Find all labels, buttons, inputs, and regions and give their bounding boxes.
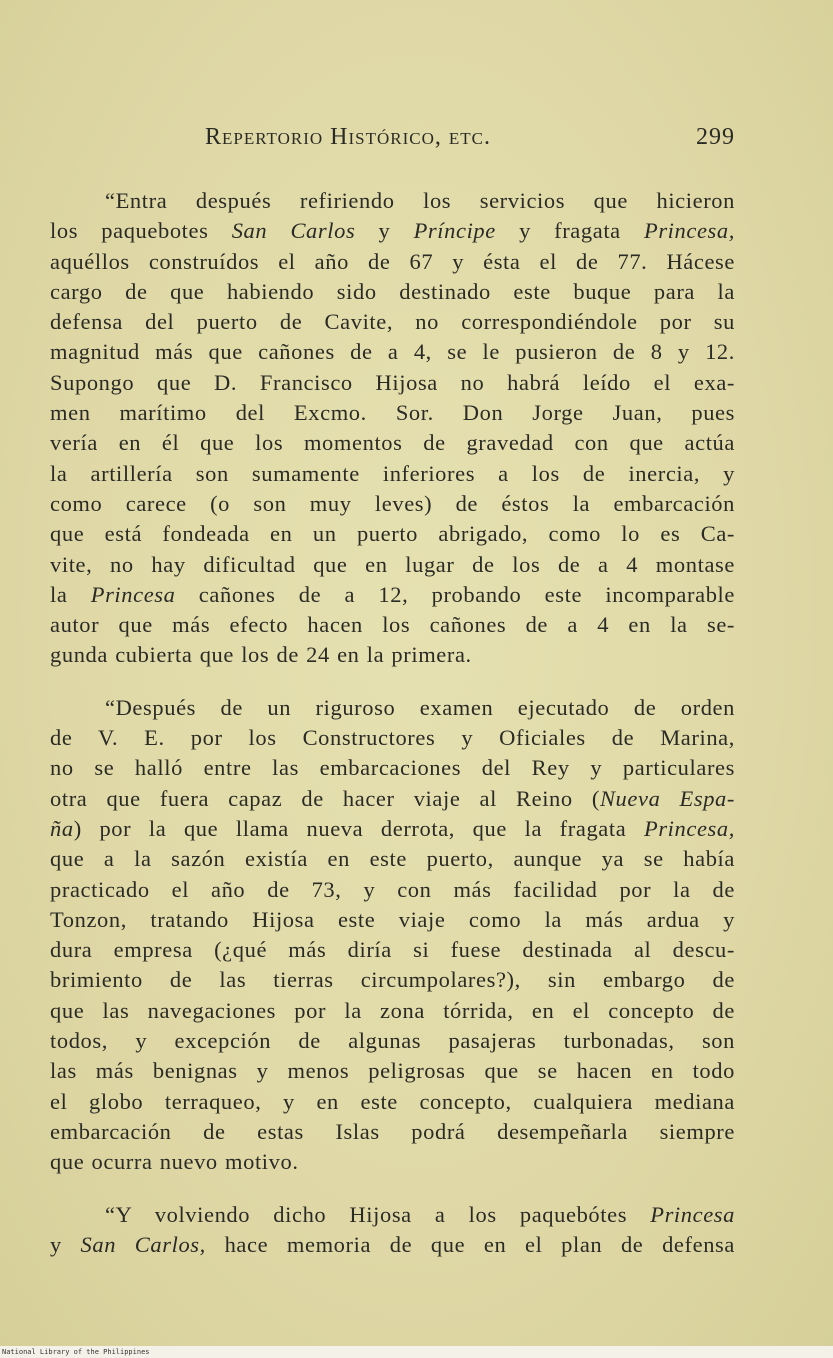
text-line <box>50 693 735 723</box>
text-run: ) por la que llama nueva derrota, que la fragata <box>73 815 644 841</box>
text-run: todos, y excepción de algunas pasajeras turbonadas, son <box>50 1028 735 1054</box>
running-header <box>205 124 735 160</box>
text-run: defensa del puerto de Cavite, no correspondiéndole por su <box>50 309 735 335</box>
text-line <box>50 784 735 814</box>
text-run: vería en él que los momentos de gravedad con que actúa <box>50 430 735 456</box>
text-run: gunda cubierta que los de 24 en la primera. <box>50 642 472 668</box>
italic-run: Princesa <box>650 1201 735 1227</box>
text-line <box>50 186 735 216</box>
text-run: la artillería son sumamente inferiores a los de inercia, y <box>50 460 735 486</box>
text-line <box>50 368 735 398</box>
italic-run: San Carlos <box>231 218 356 244</box>
text-run: y <box>355 218 414 244</box>
text-line <box>50 1026 735 1056</box>
text-line <box>50 247 735 277</box>
text-line <box>50 459 735 489</box>
text-run: que está fondeada en un puerto abrigado, como lo es Ca- <box>50 521 735 547</box>
text-line <box>50 1056 735 1086</box>
text-line <box>50 307 735 337</box>
text-line <box>50 610 735 640</box>
text-line <box>50 996 735 1026</box>
text-run: “Entra después refiriendo los servicios que hicieron <box>105 188 735 213</box>
text-run: hace memoria de que en el plan de defensa <box>205 1231 735 1257</box>
text-line <box>50 519 735 549</box>
running-title: Repertorio Histórico, etc. <box>205 124 492 150</box>
paragraph <box>50 186 735 671</box>
text-line <box>50 1087 735 1117</box>
italic-run: Princesa, <box>643 815 735 841</box>
text-line <box>50 580 735 610</box>
page-number: 299 <box>696 124 735 150</box>
text-run: como carece (o son muy leves) de éstos la embarcación <box>50 490 735 516</box>
text-run: cargo de que habiendo sido destinado este buque para la <box>50 278 735 304</box>
text-line <box>50 489 735 519</box>
italic-run: ña <box>50 815 74 841</box>
text-line <box>50 1147 735 1177</box>
text-run: autor que más efecto hacen los cañones de a 4 en la se- <box>50 612 735 638</box>
text-line <box>50 1200 735 1230</box>
italic-run: Princesa <box>90 581 176 607</box>
text-run: “Después de un riguroso examen ejecutado de orden <box>105 694 735 720</box>
text-run: los paquebotes <box>50 218 232 244</box>
text-run: el globo terraqueo, y en este concepto, cualquiera mediana <box>50 1088 735 1114</box>
text-line <box>50 428 735 458</box>
text-line <box>50 398 735 428</box>
text-run: las más benignas y menos peligrosas que se hacen en todo <box>50 1058 735 1084</box>
text-line <box>50 216 735 246</box>
text-run: vite, no hay dificultad que en lugar de los de a 4 montase <box>50 551 735 577</box>
text-line <box>50 935 735 965</box>
italic-run: Nueva Espa- <box>599 785 735 811</box>
italic-run: Príncipe <box>413 218 496 244</box>
text-line <box>50 337 735 367</box>
body-text <box>50 186 735 1260</box>
text-run: dura empresa (¿qué más diría si fuese destinada al descu- <box>50 937 735 963</box>
text-run: que las navegaciones por la zona tórrida, en el concepto de <box>50 997 735 1023</box>
text-run: que a la sazón existía en este puerto, aunque ya se había <box>50 846 735 872</box>
text-line <box>50 753 735 783</box>
text-line <box>50 723 735 753</box>
text-run: aquéllos construídos el año de 67 y ésta el de 77. Hácese <box>50 248 735 274</box>
text-line <box>50 640 735 670</box>
text-run: brimiento de las tierras circumpolares?), sin embargo de <box>50 967 735 993</box>
text-run: y fragata <box>495 218 644 244</box>
text-run: magnitud más que cañones de a 4, se le pusieron de 8 y 12. <box>50 339 735 365</box>
text-run: que ocurra nuevo motivo. <box>50 1149 299 1175</box>
italic-run: Princesa, <box>643 218 735 244</box>
text-run: cañones de a 12, probando este incomparable <box>175 581 735 607</box>
text-run: otra que fuera capaz de hacer viaje al Reino ( <box>50 785 600 811</box>
text-run: la <box>50 581 91 607</box>
paragraph <box>50 1200 735 1261</box>
footer-credit: National Library of the Philippines <box>0 1346 833 1358</box>
text-line <box>50 1230 735 1260</box>
text-run: no se halló entre las embarcaciones del Rey y particulares <box>50 755 735 781</box>
text-line <box>50 550 735 580</box>
italic-run: San Carlos, <box>80 1231 206 1257</box>
text-run: practicado el año de 73, y con más facilidad por la de <box>50 876 735 902</box>
text-line <box>50 905 735 935</box>
text-run: Tonzon, tratando Hijosa este viaje como la más ardua y <box>50 906 735 932</box>
paragraph <box>50 693 735 1178</box>
text-line <box>50 814 735 844</box>
text-line <box>50 965 735 995</box>
text-run: embarcación de estas Islas podrá desempeñarla siempre <box>50 1118 735 1144</box>
text-run: “Y volviendo dicho Hijosa a los paquebótes <box>105 1201 651 1227</box>
text-line <box>50 844 735 874</box>
text-line <box>50 875 735 905</box>
text-run: de V. E. por los Constructores y Oficiales de Marina, <box>50 725 735 751</box>
text-line <box>50 277 735 307</box>
text-run: y <box>50 1231 81 1257</box>
text-run: men marítimo del Excmo. Sor. Don Jorge Juan, pues <box>50 400 735 426</box>
text-line <box>50 1117 735 1147</box>
text-run: Supongo que D. Francisco Hijosa no habrá leído el exa- <box>50 369 735 395</box>
